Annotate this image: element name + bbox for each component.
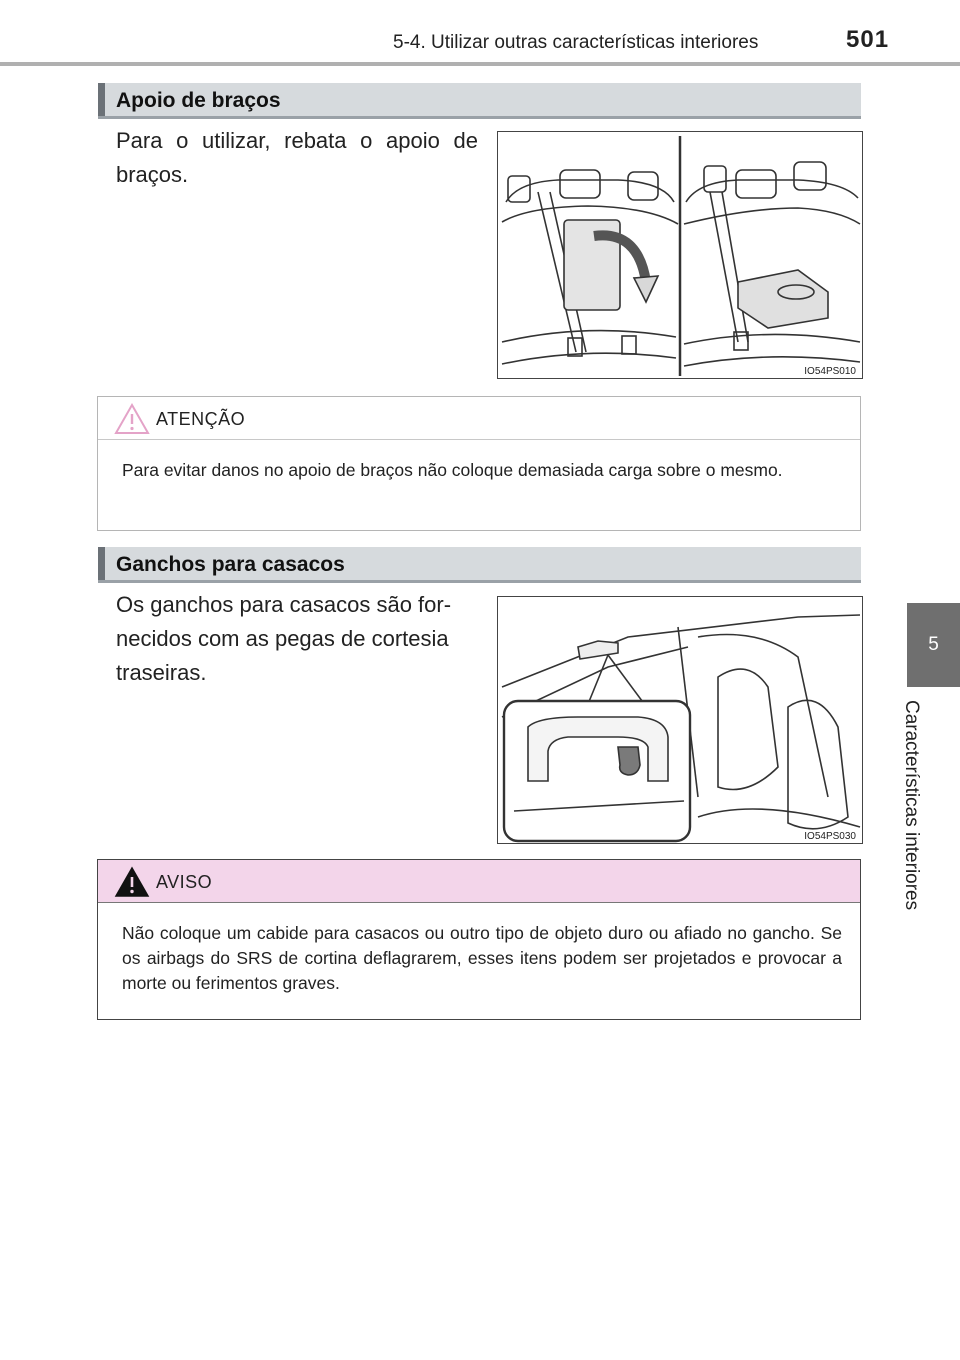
warning-text: Não coloque um cabide para casacos ou outro tipo de objeto duro ou afiado no gancho. Se os airbags do SRS de cortina deflagrarem, esses itens podem ser projetados e provocar a morte ou ferimentos graves. xyxy=(122,923,842,993)
figure-code-coat-hooks: IO54PS030 xyxy=(804,831,856,842)
header-rule xyxy=(0,62,960,66)
caution-box xyxy=(97,396,861,531)
coat-hooks-description-line: traseiras. xyxy=(116,660,207,685)
armrest-instructions: Para o utilizar, rebata o apoio de braços. xyxy=(116,128,478,187)
armrest-illustration xyxy=(498,132,862,378)
chapter-tab-number: 5 xyxy=(907,603,960,687)
coat-hook-illustration xyxy=(498,597,862,843)
header-title: 5-4. Utilizar outras características interiores xyxy=(393,32,759,53)
warning-box xyxy=(97,859,861,1020)
warning-triangle-icon xyxy=(114,866,150,898)
section-heading-accent xyxy=(98,547,105,580)
warning-header xyxy=(98,860,860,903)
page-number: 501 xyxy=(846,26,890,53)
coat-hooks-description xyxy=(116,588,486,690)
chapter-tab-title-text: Características interiores xyxy=(901,700,922,911)
warning-title: AVISO xyxy=(156,872,213,892)
section-heading-armrest xyxy=(98,83,861,119)
coat-hooks-description-line: necidos com as pegas de cortesia xyxy=(116,626,449,651)
caution-header xyxy=(98,397,860,440)
section-heading-label: Ganchos para casacos xyxy=(116,553,345,576)
section-heading-label: Apoio de braços xyxy=(116,89,281,112)
caution-title: ATENÇÃO xyxy=(156,409,246,429)
section-heading-coat-hooks xyxy=(98,547,861,583)
section-heading-accent xyxy=(98,83,105,116)
caution-text: Para evitar danos no apoio de braços não coloque demasiada carga sobre o mesmo. xyxy=(122,460,783,480)
figure-coat-hooks xyxy=(497,596,863,844)
caution-triangle-icon xyxy=(114,403,150,435)
figure-armrest xyxy=(497,131,863,379)
coat-hooks-description-line: Os ganchos para casacos são for- xyxy=(116,592,452,617)
figure-code-armrest: IO54PS010 xyxy=(804,366,856,377)
chapter-tab-title xyxy=(901,700,960,940)
